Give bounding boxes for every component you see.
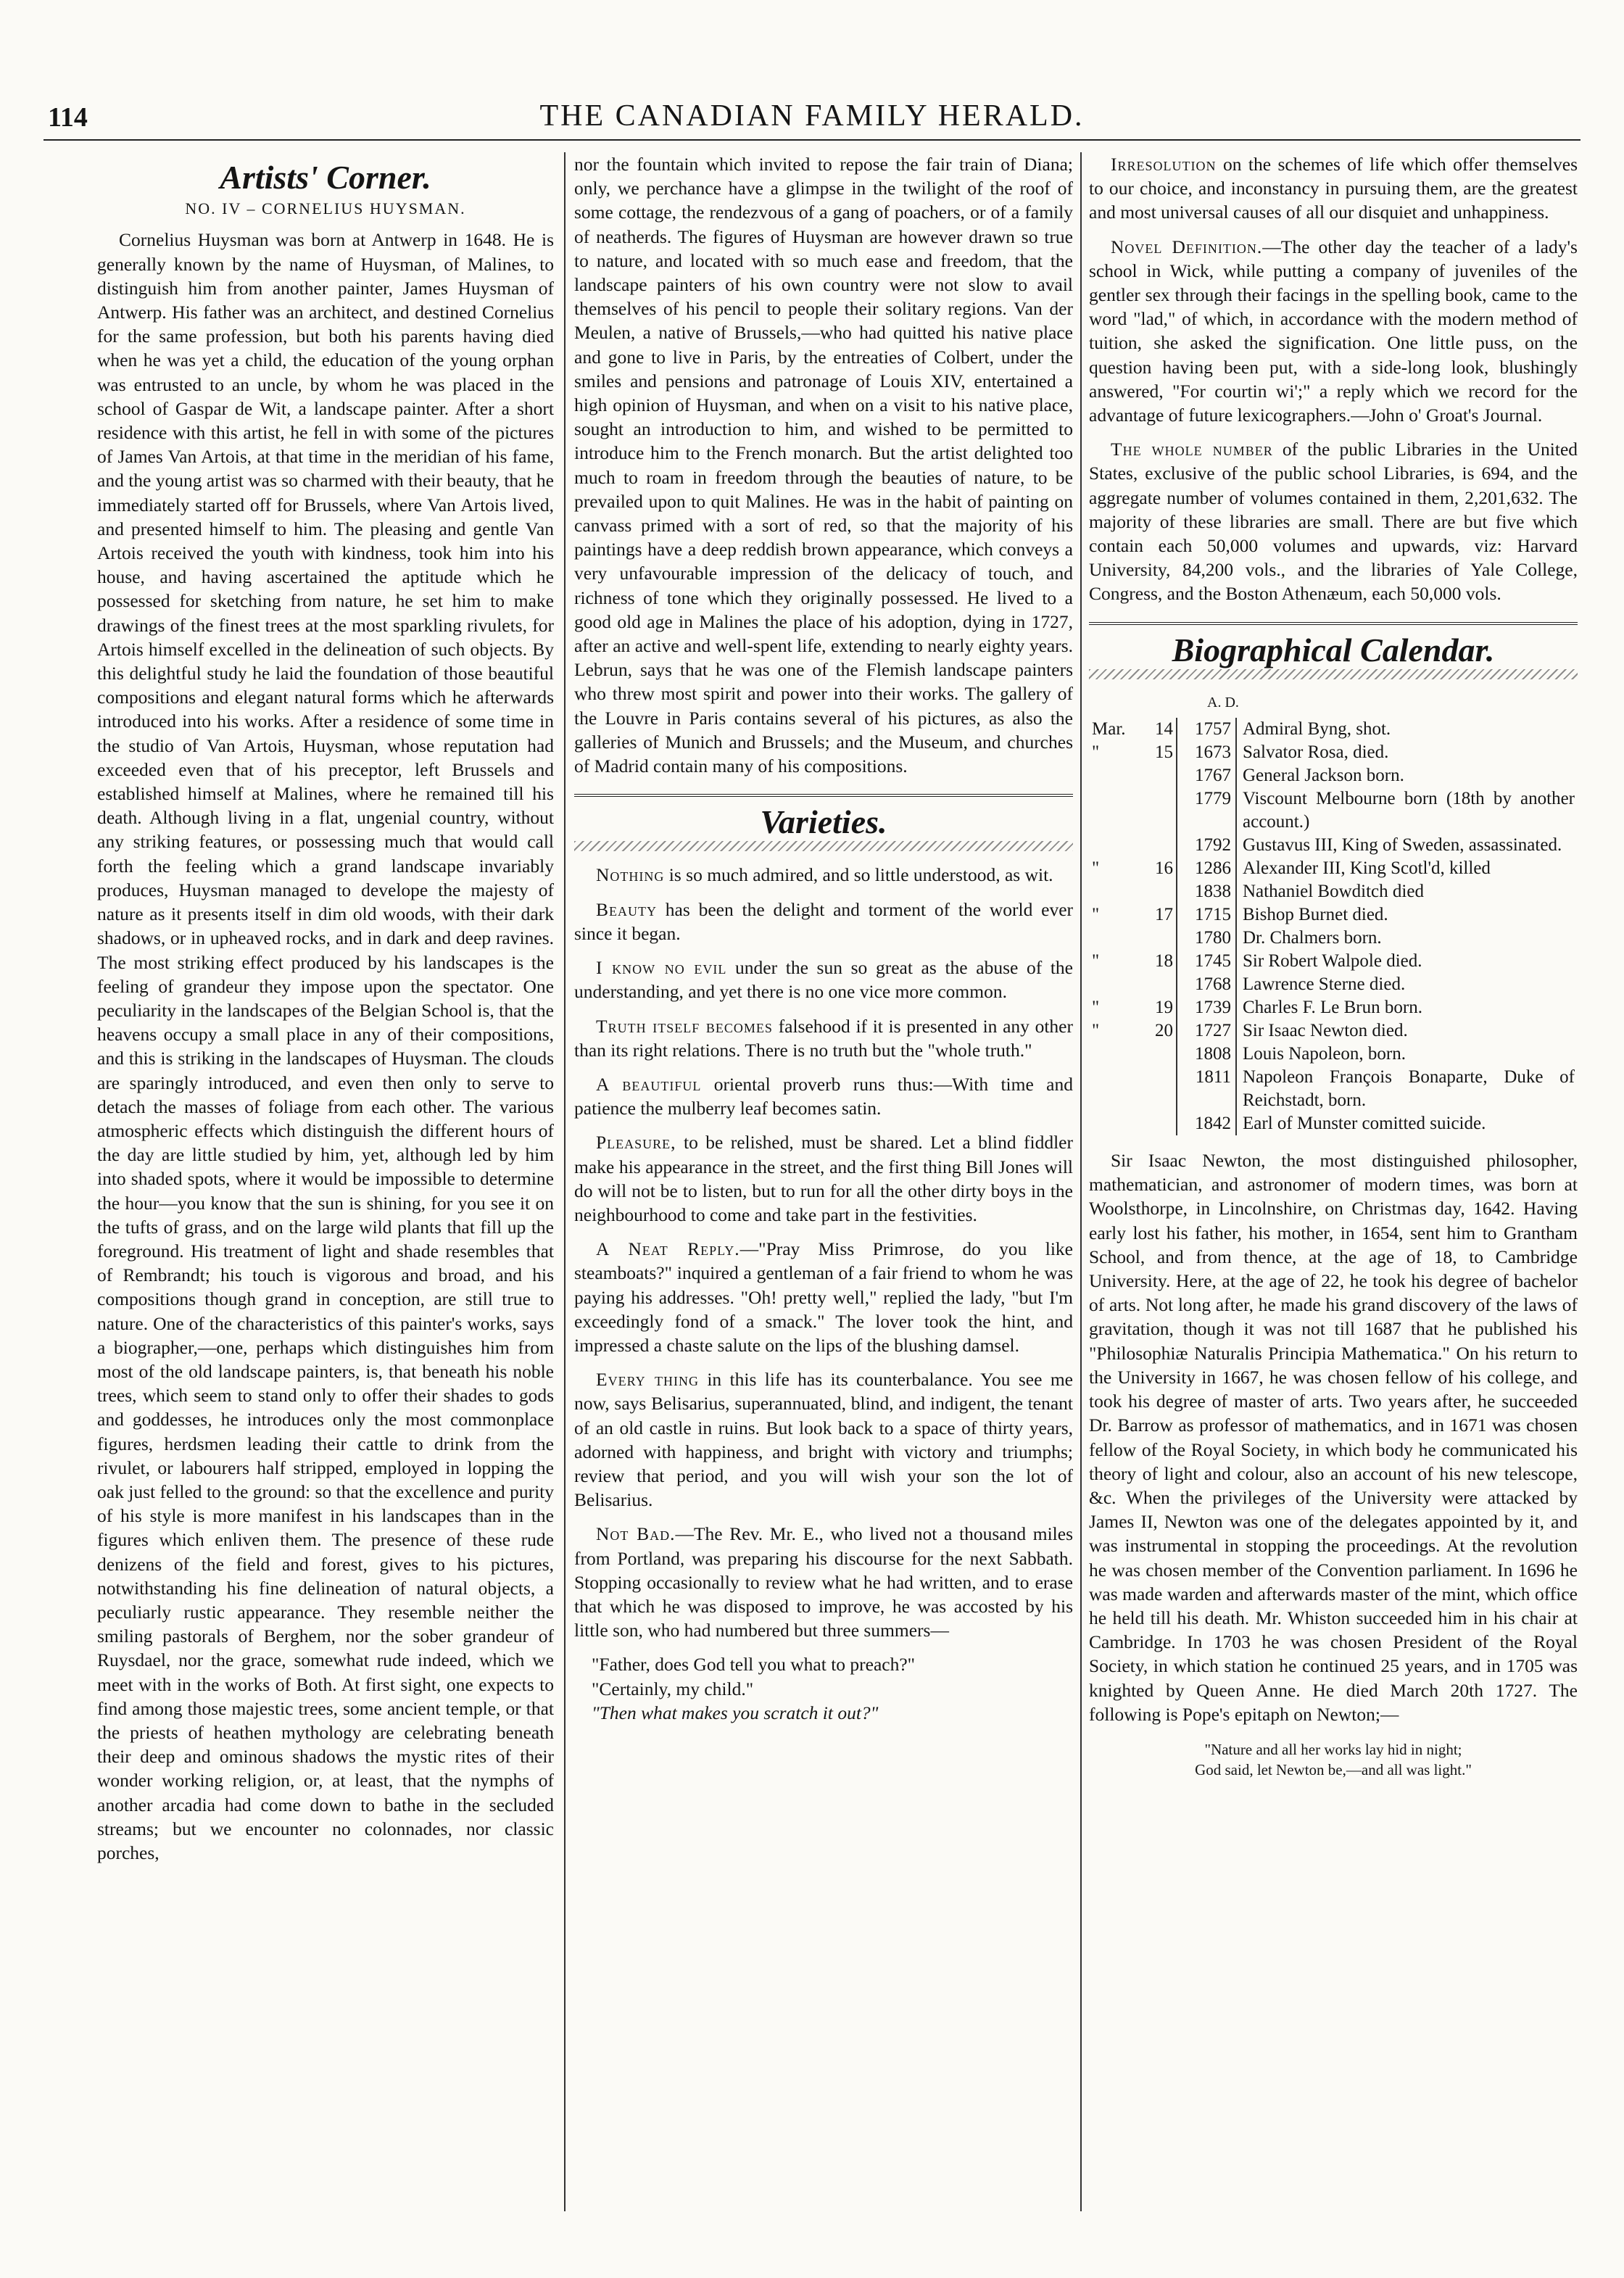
running-header [44, 96, 1580, 141]
calendar-month: " [1092, 1021, 1100, 1041]
item-text: oriental proverb runs thus:—With time and patience the mulberry leaf becomes satin. [574, 1073, 1073, 1119]
artists-corner-title: Artists' Corner. [220, 159, 431, 196]
calendar-table [1089, 718, 1578, 1135]
calendar-day [1141, 787, 1177, 834]
item-paragraph [574, 956, 1073, 1003]
article-subtitle: NO. IV – CORNELIUS HUYSMAN. [185, 199, 466, 218]
calendar-row [1089, 973, 1578, 996]
calendar-month [1089, 1112, 1141, 1135]
section-divider [574, 794, 1073, 797]
calendar-year: 1757 [1177, 718, 1236, 741]
dialogue-line: "Father, does God tell you what to preach?" [592, 1654, 916, 1676]
item-lead: Truth itself becomes [596, 1015, 773, 1037]
item-lead: Every thing [596, 1369, 699, 1391]
calendar-day: 14 [1155, 719, 1173, 740]
calendar-row [1089, 903, 1578, 927]
item-text: on the schemes of life which offer themselves to our choice, and inconstancy in pursuing them, are the greatest and most universal causes of all our disquiet and unhappiness. [1089, 154, 1578, 223]
item-text: of the public Libraries in the United States, exclusive of the public school Libraries, is 694, and the aggregate number of volumes contained in them, 2,201,632. The majority of these libraries are small. There are but five which contain each 50,000 volumes and upwards, viz: Harvard University, 84,200 vols., and the libraries of Yale College, Congress, and the Boston Athenæum, each 50,000 vols. [1089, 439, 1578, 605]
item-paragraph [1089, 437, 1578, 605]
calendar-day: 15 [1155, 742, 1173, 763]
calendar-event: General Jackson born. [1243, 766, 1404, 786]
calendar-event: Viscount Melbourne born (18th by another account.) [1243, 789, 1575, 832]
newton-biography: Sir Isaac Newton, the most distinguished philosopher, mathematician, and astronomer of modern times, was born at Woolsthorpe, in Lincolnshire, on Christmas day, 1642. Having early lost his father, his mother, in 1654, sent him to Grantham School, and from thence, at the age of 18, to Cambridge University. Here, at the age of 22, he took his degree of bachelor of arts. Not long after, he made his grand discovery of the laws of gravitation, though it was not till 1687 that he published his "Philosophiæ Naturalis Principia Mathematica." On his return to the University in 1667, he was chosen fellow of his college, and took his degree of master of arts. Two years after, he succeeded Dr. Barrow as professor of mathematics, and in 1671 was chosen fellow of the Royal Society, in which body he communicated his theory of light and colour, also an account of his new telescope, &c. When the privileges of the University were attacked by James II, Newton was one of the delegates appointed by it, and was instrumental in stopping the proceedings. At the revolution he was chosen member of the Convention parliament. In 1696 he was made warden and afterwards master of the mint, which office he held till his death. Mr. Whiston succeeded him in his chair at Cambridge. In 1703 he was chosen President of the Royal Society, in which station he continued 25 years, and in 1705 was knighted by Queen Anne. He died March 20th 1727. The following is Pope's epitaph on Newton;— [1089, 1150, 1578, 1725]
dialogue [574, 1652, 1073, 1725]
item-lead: Irresolution [1111, 154, 1217, 175]
calendar-year: 1739 [1177, 996, 1236, 1019]
calendar-event: Admiral Byng, shot. [1243, 719, 1391, 740]
article-continued: nor the fountain which invited to repose the fair train of Diana; only, we perchance have a glimpse in the twilight of the roof of some cottage, the rendezvous of a gang of poachers, or of a family of neatherds. The figures of Huysman are however drawn so true to nature, and located with so much ease and freedom, that the landscape painters of his own country were not slow to avail themselves of his pencil to people their solitary regions. Van der Meulen, a native of Brussels,—who had quitted his native place and gone to live in Paris, by the entreaties of Colbert, under the smiles and pensions and patronage of Louis XIV, entertained a high opinion of Huysman, and when on a visit to his native place, sought an introduction to him, and wished to be permitted to introduce him to the French monarch. But the artist delighted too much to roam in freedom through the beauties of nature, to be prevailed upon to quit Malines. He was in the habit of painting on canvass primed with a sort of red, so that the majority of his paintings have a deep reddish brown appearance, which conveys a very unfavourable impression of the delicacy of touch, and richness of tone which they originally possessed. He lived to a good old age in Malines the place of his adoption, dying in 1727, after an active and well-spent life, extending to nearly eighty years. Lebrun, says that he was one of the Flemish landscape painters who threw most spirit and power into their works. The gallery of the Louvre in Paris contains several of his pictures, as also the galleries of Munich and Brussels; and the Museum, and churches of Madrid contain many of his compositions. [574, 154, 1073, 777]
calendar-event: Bishop Burnet died. [1243, 905, 1388, 925]
calendar-year: 1745 [1177, 950, 1236, 973]
dialogue-line: "Then what makes you scratch it out?" [592, 1702, 879, 1723]
calendar-row [1089, 950, 1578, 973]
calendar-row [1089, 718, 1578, 741]
item-paragraph [574, 1014, 1073, 1062]
calendar-year: 1727 [1177, 1019, 1236, 1043]
dialogue-line: "Certainly, my child." [592, 1678, 754, 1699]
item-lead: I know no evil [596, 957, 727, 979]
calendar-day: 19 [1155, 998, 1173, 1018]
calendar-month [1089, 787, 1141, 834]
calendar-event: Sir Isaac Newton died. [1243, 1021, 1408, 1041]
calendar-event: Louis Napoleon, born. [1243, 1044, 1406, 1064]
calendar-month [1089, 880, 1141, 903]
calendar-row [1089, 857, 1578, 880]
column-rule [564, 152, 566, 2211]
item-text: in this life has its counterbalance. You see me now, says Belisarius, superannuated, blind, and indigent, the tenant of an old castle in ruins. But look back to a space of thirty years, adorned with happiness, and bright with victory and triumphs; review that period, and you will wish your son the lot of Belisarius. [574, 1369, 1073, 1511]
column-1 [97, 152, 554, 2211]
calendar-day [1141, 1043, 1177, 1066]
item-text: to be relished, must be shared. Let a blind fiddler make his appearance in the street, and the first thing Bill Jones will do will not be to listen, but to run for all the other dirty boys in the neighbourhood to come and take part in the festivities. [574, 1132, 1073, 1225]
calendar-month: " [1092, 998, 1100, 1018]
calendar-year: 1286 [1177, 857, 1236, 880]
item-text: is so much admired, and so little understood, as wit. [664, 864, 1053, 886]
item-text: has been the delight and torment of the world ever since it began. [574, 898, 1073, 944]
calendar-title: Biographical Calendar. [1172, 631, 1495, 668]
calendar-month [1089, 834, 1141, 857]
item-text: under the sun so great as the abuse of the understanding, and yet there is no one vice more common. [574, 957, 1073, 1003]
article-paragraph: Cornelius Huysman was born at Antwerp in 1648. He is generally known by the name of Huysman, of Malines, to distinguish him from another painter, James Huysman of Antwerp. His father was an architect, and destined Cornelius for the same profession, but both his parents having died when he was yet a child, the education of the young orphan was entrusted to an uncle, by whom he was placed in the school of Gaspar de Wit, a landscape painter. After a short residence with this artist, he fell in with some of the pictures of James Van Artois, at that time in the meridian of his fame, and the young artist was so charmed with their beauty, that he immediately started off for Brussels, where Van Artois lived, and presented himself to him. The pleasing and gentle Van Artois received the youth with kindness, took him into his house, and having ascertained the aptitude which he possessed for sketching from nature, he set him to make drawings of the finest trees at the most sparkling rivulets, for Artois himself excelled in the delineation of such objects. By this delightful study he laid the foundation of those beautiful compositions and elegant natural forms which he afterwards introduced into his works. After a residence of some time in the studio of Van Artois, Huysman, whose reputation had exceeded even that of his preceptor, left Brussels and established himself at Malines, where he remained till his death. Although living in a flat, ungenial country, without any striking features, or possessing much that would call forth the feeling which a grand landscape invariably produces, Huysman managed to develope the majesty of nature as it presents itself in dim old woods, with their dark shadows, or in upheaved rocks, and in dark and deep ravines. The most striking effect produced by his landscapes is the feeling of grandeur they impose upon the spectator. One peculiarity in the landscapes of the Belgian School is, that the heavens occupy a small place in any of their compositions, and this is striking in the landscapes of Huysman. The clouds are sparingly introduced, and even then only to serve to detach the masses of foliage from each other. The various atmospheric effects which distinguish the different hours of the day are little studied by him, yet, although led by him into shaded spots, where it would be impossible to determine the hour—you know that the sun is shining, for you see it on the tufts of grass, and on the large wild plants that fill up the foreground. His treatment of light and shade resembles that of Rembrandt; his touch is vigorous and broad, and his compositions though grand in conception, are still true to nature. One of the characteristics of this painter's works, says a biographer,—one, perhaps which distinguishes him from most of the old landscape painters, is, that beneath his noble trees, which seem to stand only to offer their shades to gods and goddesses, he introduces only the most commonplace figures, herdsmen leading their cattle to drink from the rivulet, or labourers half stripped, employed in lopping the oak just felled to the ground: so that the excellence and purity of his style is more manifest in his landscapes than in the figures which enliven them. The presence of these rude denizens of the field and forest, gives to his pictures, notwithstanding his fine delineation of natural objects, a peculiarly rustic appearance. They resemble neither the smiling pastorals of Berghem, nor the sober grandeur of Ruysdael, nor the grace, somewhat rude indeed, which we meet with in the works of Both. At first sight, one expects to find among those majestic trees, some ancient temple, or that the priests of heathen mythology are celebrating beneath their deep and ominous shadows the mystic rites of their wonder working religion, or, at least, that the nymphs of another arcadia had come down to bathe in the secluded streams; but we encounter no colonnades, nor classic porches, [97, 229, 554, 1864]
calendar-event: Sir Robert Walpole died. [1243, 951, 1422, 972]
calendar-day [1141, 973, 1177, 996]
calendar-row [1089, 1112, 1578, 1135]
calendar-year: 1811 [1177, 1066, 1236, 1112]
item-paragraph [574, 863, 1073, 887]
calendar-row [1089, 834, 1578, 857]
calendar-year: 1779 [1177, 787, 1236, 834]
calendar-day: 16 [1155, 858, 1173, 879]
calendar-month [1089, 764, 1141, 787]
item-text: —"Pray Miss Primrose, do you like steamboats?" inquired a gentleman of a fair friend to whom he was paying his addresses. "Oh! pretty well," replied the lady, "but I'm exceedingly fond of a smack." The lover took the hint, and impressed a chaste salute on the lips of the blushing damsel. [574, 1238, 1073, 1356]
calendar-year: 1715 [1177, 903, 1236, 927]
calendar-month [1089, 927, 1141, 950]
item-paragraph [574, 1072, 1073, 1120]
item-lead: The whole number [1111, 439, 1273, 460]
item-text: —The other day the teacher of a lady's school in Wick, while putting a company of juveniles of the gentler sex through their facings in the spelling book, came to the word "lad," of which, in accordance with the modern method of tuition, she asked the signification. One little puss, on the question having been put, with a side-long look, blushingly answered, "For courtin wi';" a reply which we record for the advantage of future lexicographers.—John o' Groat's Journal. [1089, 236, 1578, 426]
calendar-event: Dr. Chalmers born. [1243, 928, 1382, 948]
column-2 [574, 152, 1073, 2211]
calendar-day: 20 [1155, 1021, 1173, 1041]
calendar-day [1141, 764, 1177, 787]
item-paragraph [1089, 152, 1578, 225]
calendar-month [1089, 1066, 1141, 1112]
item-lead: A Neat Reply. [596, 1238, 740, 1260]
calendar-day [1141, 927, 1177, 950]
varieties-title: Varieties. [760, 803, 887, 841]
item-lead: Novel Definition. [1111, 236, 1263, 257]
calendar-year: 1768 [1177, 973, 1236, 996]
item-paragraph [574, 898, 1073, 945]
calendar-event: Earl of Munster comitted suicide. [1243, 1114, 1486, 1134]
section-divider [1089, 622, 1578, 625]
page-number: 114 [48, 102, 88, 133]
epitaph-line: "Nature and all her works lay hid in night; [1204, 1740, 1462, 1758]
column-rule [1080, 152, 1082, 2211]
calendar-event: Gustavus III, King of Sweden, assassinated. [1243, 835, 1562, 856]
calendar-event: Napoleon François Bonaparte, Duke of Reichstadt, born. [1243, 1067, 1575, 1111]
calendar-year: 1673 [1177, 741, 1236, 764]
calendar-month [1089, 1043, 1141, 1066]
calendar-row [1089, 741, 1578, 764]
item-paragraph [1089, 235, 1578, 428]
ornamental-rule [574, 841, 1073, 851]
calendar-month: Mar. [1092, 719, 1126, 740]
calendar-row [1089, 927, 1578, 950]
calendar-row [1089, 787, 1578, 834]
item-lead: Pleasure, [596, 1132, 676, 1154]
item-lead: A beautiful [596, 1073, 702, 1095]
calendar-month: " [1092, 742, 1100, 763]
calendar-row [1089, 1043, 1578, 1066]
calendar-day [1141, 1066, 1177, 1112]
calendar-month: " [1092, 905, 1100, 925]
calendar-row [1089, 764, 1578, 787]
calendar-year: 1792 [1177, 834, 1236, 857]
calendar-event: Salvator Rosa, died. [1243, 742, 1389, 763]
item-text: —The Rev. Mr. E., who lived not a thousand miles from Portland, was preparing his discourse for the next Sabbath. Stopping occasionally to review what he had written, and to erase that which he was disposed to improve, he was accosted by his little son, who had numbered but three summers— [574, 1523, 1073, 1641]
column-3 [1089, 152, 1578, 2211]
calendar-event: Alexander III, King Scotl'd, killed [1243, 858, 1491, 879]
calendar-row [1089, 1066, 1578, 1112]
miscellany-list [1089, 152, 1578, 606]
calendar-month: " [1092, 858, 1100, 879]
calendar-day: 17 [1155, 905, 1173, 925]
calendar-day [1141, 880, 1177, 903]
calendar-row [1089, 880, 1578, 903]
item-lead: Beauty [596, 898, 657, 920]
calendar-event: Lawrence Sterne died. [1243, 974, 1406, 995]
calendar-year: 1838 [1177, 880, 1236, 903]
calendar-row [1089, 1019, 1578, 1043]
calendar-month [1089, 973, 1141, 996]
calendar-month: " [1092, 951, 1100, 972]
calendar-event: Charles F. Le Brun born. [1243, 998, 1422, 1018]
era-label: A. D. [1207, 694, 1239, 711]
calendar-row [1089, 996, 1578, 1019]
item-lead: Not Bad. [596, 1523, 676, 1545]
calendar-day [1141, 834, 1177, 857]
publication-title: THE CANADIAN FAMILY HERALD. [539, 99, 1085, 133]
calendar-year: 1780 [1177, 927, 1236, 950]
item-paragraph [574, 1130, 1073, 1227]
item-lead: Nothing [596, 864, 665, 886]
epitaph-line: God said, let Newton be,—and all was light." [1195, 1760, 1472, 1778]
calendar-year: 1767 [1177, 764, 1236, 787]
calendar-day [1141, 1112, 1177, 1135]
item-paragraph [574, 1237, 1073, 1357]
calendar-year: 1808 [1177, 1043, 1236, 1066]
item-text: falsehood if it is presented in any other than its right relations. There is no truth but the "whole truth." [574, 1015, 1073, 1061]
item-paragraph [574, 1522, 1073, 1642]
calendar-day: 18 [1155, 951, 1173, 972]
ornamental-rule [1089, 669, 1578, 679]
varieties-list [574, 863, 1073, 1642]
calendar-event: Nathaniel Bowditch died [1243, 882, 1424, 902]
calendar-year: 1842 [1177, 1112, 1236, 1135]
item-paragraph [574, 1367, 1073, 1512]
